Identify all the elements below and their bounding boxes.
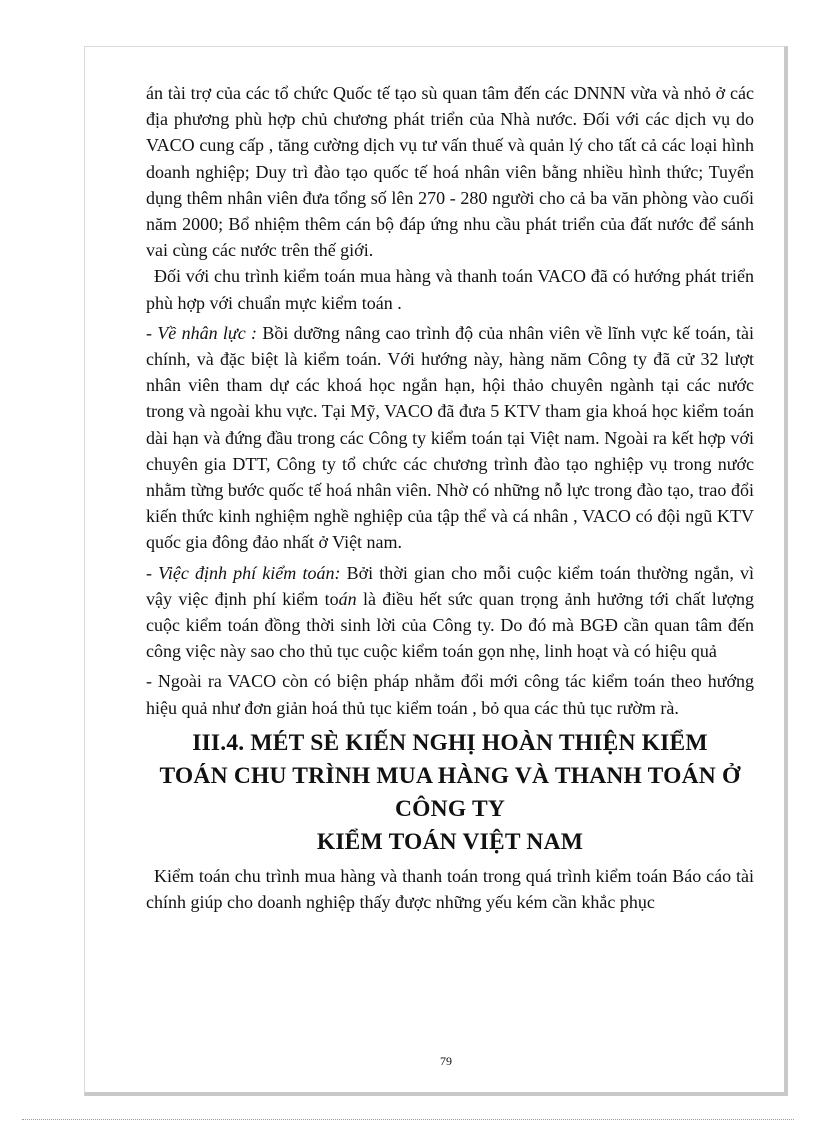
heading-line-1: III.4. MÉT SÈ KIẾN NGHỊ HOÀN THIỆN KIỂM (192, 729, 708, 756)
paragraph-closing: Kiểm toán chu trình mua hàng và thanh toán trong quá trình kiểm toán Báo cáo tài chính giúp cho doanh nghiệp thấy được những yếu kém cần khắc phục (146, 865, 754, 913)
audit-fee-text-a: Bởi thời gian cho mỗi cuộc kiểm toán thường ngắn, vì vậy việc định phí kiểm to (146, 562, 754, 609)
audit-fee-text-b: là điều hết sức quan trọng ảnh hưởng tới chất lượng cuộc kiểm toán đồng thời sinh lời của Công ty. Do đó mà BGĐ cần quan tâm đến công việc này sao cho thủ tục cuộc kiểm toán gọn nhẹ, linh hoạt và có hiệu quả (146, 588, 754, 662)
paragraph-audit-fee (146, 560, 754, 665)
heading-line-2: TOÁN CHU TRÌNH MUA HÀNG VÀ THANH TOÁN Ở (159, 762, 741, 789)
heading-line-3: CÔNG TY (395, 795, 505, 822)
audit-fee-italic-fragment: án (338, 588, 357, 609)
heading-line-4: KIỂM TOÁN VIỆT NAM (316, 828, 584, 855)
section-heading (146, 727, 754, 859)
body-text (146, 80, 754, 915)
paragraph-purchase-cycle: Đối với chu trình kiểm toán mua hàng và thanh toán VACO đã có hướng phát triển phù hợp với chuẩn mực kiểm toán . (146, 266, 754, 313)
paragraph-other-measures: - Ngoài ra VACO còn có biện pháp nhằm đổi mới công tác kiểm toán theo hướng hiệu quả như đơn giản hoá thủ tục kiểm toán , bỏ qua các thủ tục rườm rà. (146, 671, 754, 718)
audit-fee-label: Việc định phí kiểm toán: (158, 562, 341, 583)
footer-dotted-line (22, 1119, 794, 1120)
bullet-prefix: - (146, 562, 159, 583)
human-resources-text: Bồi dưỡng nâng cao trình độ của nhân viên về lĩnh vực kế toán, tài chính, và đặc biệt là kiểm toán. Với hướng này, hàng năm Công ty đã cử 32 lượt nhân viên tham dự các khoá học ngắn hạn, hội thảo chuyên ngành tại các nước trong và ngoài khu vực. Tại Mỹ, VACO đã đưa 5 KTV tham gia khoá học kiểm toán dài hạn và đứng đầu trong các Công ty kiểm toán tại Việt nam. Ngoài ra kết hợp với chuyên gia DTT, Công ty tổ chức các chương trình đào tạo nghiệp vụ trong nước nhằm từng bước quốc tế hoá nhân viên. Nhờ có những nỗ lực trong đào tạo, trao đổi kiến thức kinh nghiệm nghề nghiệp của tập thể và cá nhân , VACO có đội ngũ KTV quốc gia đông đảo nhất ở Việt nam. (146, 322, 754, 553)
page-number: 79 (440, 1054, 452, 1068)
bullet-prefix: - (146, 322, 158, 343)
paragraph-intro: án tài trợ của các tổ chức Quốc tế tạo sù quan tâm đến các DNNN vừa và nhỏ ở các địa phương phù hợp chủ chương phát triển của Nhà nước. Đối với các dịch vụ do VACO cung cấp , tăng cường dịch vụ tư vấn thuế và quản lý cho tất cả các loại hình doanh nghiệp; Duy trì đào tạo quốc tế hoá nhân viên bằng nhiều hình thức; Tuyển dụng thêm nhân viên đưa tổng số lên 270 - 280 người cho cả ba văn phòng vào cuối năm 2000; Bổ nhiệm thêm cán bộ đáp ứng nhu cầu phát triển của đất nước để sánh vai cùng các nước trên thế giới. (146, 83, 754, 261)
paragraph-human-resources (146, 320, 754, 556)
human-resources-label: Về nhân lực : (157, 322, 258, 343)
